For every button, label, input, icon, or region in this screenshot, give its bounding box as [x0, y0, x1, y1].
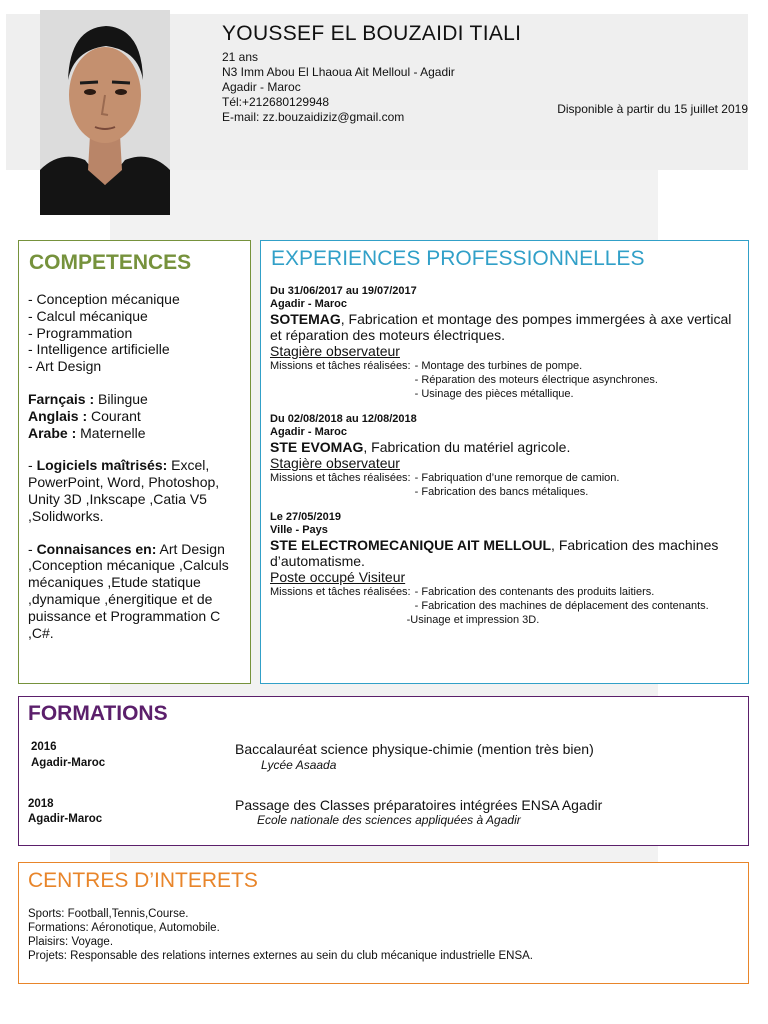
- interest-item: Projets: Responsable des relations internes externes au sein du club mécanique industrielle ENSA.: [28, 950, 534, 962]
- job-dates: Le 27/05/2019: [270, 511, 341, 523]
- address-line-2: Agadir - Maroc: [222, 80, 301, 94]
- profile-photo: [40, 10, 170, 215]
- knowledge-value: Art Design ,Conception mécanique ,Calculs mécaniques ,Etude statique ,dynamique ,énergitique et de puissance et Programmation C ,C#.: [28, 540, 229, 641]
- interests-list: [28, 907, 533, 963]
- missions-label: Missions et tâches réalisées:: [270, 360, 411, 372]
- competences-title: COMPETENCES: [29, 251, 192, 274]
- formations-section: [18, 696, 749, 846]
- job-location: Agadir - Maroc: [270, 426, 348, 438]
- job-description: STE EVOMAG, Fabrication du matériel agricole.: [270, 439, 571, 455]
- formation-year: 2016: [31, 741, 57, 753]
- job-role: Stagière observateur: [270, 455, 400, 471]
- formations-title: FORMATIONS: [28, 702, 168, 725]
- phone: Tél:+212680129948: [222, 95, 330, 109]
- job-dates: Du 02/08/2018 au 12/08/2018: [270, 413, 417, 425]
- mission-item: - Montage des turbines de pompe.: [414, 360, 583, 372]
- candidate-name: YOUSSEF EL BOUZAIDI TIALI: [222, 22, 522, 45]
- language-item: [28, 391, 246, 408]
- language-value: Bilingue: [94, 390, 148, 407]
- job-missions: [270, 359, 740, 401]
- language-label: Farnçais :: [28, 390, 95, 407]
- job-location: Agadir - Maroc: [270, 298, 348, 310]
- job-role: Stagière observateur: [270, 343, 400, 359]
- job-entry: [270, 285, 740, 401]
- email: E-mail: zz.bouzaidiziz@gmail.com: [222, 110, 405, 124]
- job-dates: Du 31/06/2017 au 19/07/2017: [270, 285, 417, 297]
- mission-item: - Usinage des pièces métallique.: [414, 388, 574, 400]
- job-missions: [270, 585, 740, 627]
- software-value: Excel, PowerPoint, Word, Photoshop, Unity 3D ,Inkscape ,Catia V5 ,Solidworks.: [28, 457, 220, 524]
- competences-section: [18, 240, 251, 684]
- missions-label: Missions et tâches réalisées:: [270, 472, 411, 484]
- language-item: [28, 408, 246, 425]
- language-label: Anglais :: [28, 407, 88, 424]
- company-name: STE EVOMAG: [270, 439, 364, 455]
- experiences-list: [270, 285, 740, 639]
- formation-location: Agadir-Maroc: [31, 757, 106, 769]
- formation-degree: Baccalauréat science physique-chimie (mention très bien): [235, 741, 594, 757]
- experiences-section: [260, 240, 749, 684]
- interests-title: CENTRES D’INTERETS: [28, 869, 258, 892]
- company-name: STE ELECTROMECANIQUE AIT MELLOUL: [270, 537, 552, 553]
- skill-item: - Conception mécanique: [28, 291, 180, 307]
- knowledge-skills: - Connaisances en: Art Design ,Conception mécanique ,Calculs mécaniques ,Etude statique ,dynamique ,énergitique et de puissance et Programmation C ,C#.: [28, 540, 229, 641]
- mission-item: - Fabrication des contenants des produits laitiers.: [414, 586, 655, 598]
- experiences-title: EXPERIENCES PROFESSIONNELLES: [271, 247, 645, 270]
- mission-item: - Fabriquation d’une remorque de camion.: [414, 472, 620, 484]
- mission-item: -Usinage et impression 3D.: [406, 614, 540, 626]
- address-line-1: N3 Imm Abou El Lhaoua Ait Melloul - Agadir: [222, 65, 455, 79]
- job-location: Ville - Pays: [270, 524, 328, 536]
- software-skills: - Logiciels maîtrisés: Excel, PowerPoint, Word, Photoshop, Unity 3D ,Inkscape ,Catia V5 ,Solidworks.: [28, 457, 220, 524]
- formation-degree: Passage des Classes préparatoires intégrées ENSA Agadir: [235, 797, 603, 813]
- competences-body: [28, 291, 246, 641]
- skill-item: - Calcul mécanique: [28, 307, 148, 324]
- interest-item: Plaisirs: Voyage.: [28, 936, 114, 948]
- job-entry: [270, 511, 740, 627]
- skill-item: - Art Design: [28, 358, 102, 375]
- language-value: Courant: [87, 407, 141, 424]
- age: 21 ans: [222, 50, 259, 64]
- skill-item: - Intelligence artificielle: [28, 341, 170, 358]
- interests-section: [18, 862, 749, 984]
- company-name: SOTEMAG: [270, 311, 341, 327]
- job-description: SOTEMAG, Fabrication et montage des pompes immergées à axe vertical et réparation des moteurs électriques.: [270, 311, 732, 343]
- mission-item: - Réparation des moteurs électrique asynchrones.: [414, 374, 658, 386]
- language-item: [28, 425, 246, 442]
- knowledge-label: Connaisances en:: [36, 540, 157, 557]
- availability: Disponible à partir du 15 juillet 2019: [557, 102, 748, 116]
- skill-item: - Programmation: [28, 324, 133, 341]
- language-label: Arabe :: [28, 424, 77, 441]
- job-role: Poste occupé Visiteur: [270, 569, 406, 585]
- formation-school: Lycée Asaada: [261, 758, 337, 772]
- software-label: Logiciels maîtrisés:: [36, 457, 168, 474]
- language-value: Maternelle: [76, 424, 146, 441]
- formation-year: 2018: [28, 798, 54, 810]
- formation-location: Agadir-Maroc: [28, 813, 103, 825]
- header: [222, 22, 748, 125]
- missions-label: Missions et tâches réalisées:: [270, 586, 411, 598]
- interest-item: Formations: Aéronotique, Automobile.: [28, 922, 220, 934]
- job-missions: [270, 471, 740, 499]
- formation-school: Ecole nationale des sciences appliquées à Agadir: [257, 813, 521, 827]
- interest-item: Sports: Football,Tennis,Course.: [28, 908, 189, 920]
- job-description: STE ELECTROMECANIQUE AIT MELLOUL, Fabrication des machines d’automatisme.: [270, 537, 719, 569]
- job-entry: [270, 413, 740, 499]
- mission-item: - Fabrication des bancs métaliques.: [414, 486, 589, 498]
- mission-item: - Fabrication des machines de déplacement des contenants.: [414, 600, 709, 612]
